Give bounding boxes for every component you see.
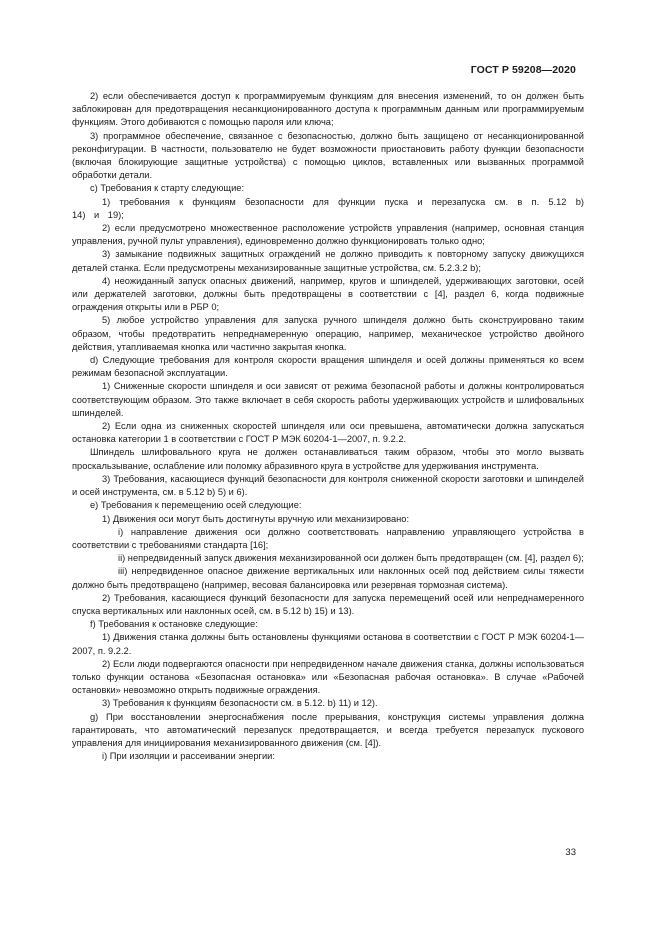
- paragraph: 5) любое устройство управления для запуска ручного шпинделя должно быть сконструировано таким образом, чтобы предотвратить непреднамеренную операцию, например, механическое устройство двойного действия, утапливаемая кнопка или частично закрытая кнопка.: [72, 315, 584, 352]
- paragraph: ii) непредвиденный запуск движения механизированной оси должен быть предотвращен (см. [4], раздел 6);: [118, 553, 584, 564]
- paragraph: 2) Если одна из сниженных скоростей шпинделя или оси превышена, автоматически должна запускаться остановка категории 1 в соответствии с ГОСТ Р МЭК 60204-1—2007, п. 9.2.2.: [72, 421, 584, 445]
- paragraph: d) Следующие требования для контроля скорости вращения шпинделя и осей должны применяться ко всем режимам безопасной эксплуатации.: [72, 355, 584, 379]
- document-code-header: ГОСТ Р 59208—2020: [470, 64, 576, 76]
- paragraph: 3) Требования, касающиеся функций безопасности для контроля сниженной скорости заготовки и шпинделей и осей инструмента, см. в 5.12 b) 5) и 6).: [72, 473, 584, 498]
- paragraph: g) При восстановлении энергоснабжения после прерывания, конструкция системы управления должна гарантировать, что автоматический перезапуск предотвращается, и всегда требуется перезапуск пускового управления для инициирования механизированного движения (см. [4]).: [72, 711, 584, 748]
- document-body: [72, 90, 584, 763]
- paragraph: 3) замыкание подвижных защитных ограждений не должно приводить к повторному запуску движущихся деталей станка. Если предусмотрены механизированные защитные устройства, см. 5.2.3.2 b);: [72, 249, 584, 273]
- paragraph: i) При изоляции и рассеивании энергии:: [102, 751, 275, 762]
- paragraph: i) направление движения оси должно соответствовать направлению управляющего устройства в соответствии с требованиями стандарта [16];: [72, 526, 584, 550]
- paragraph: 2) Если люди подвергаются опасности при непредвиденном начале движения станка, должны использоваться только функции останова «Безопасная остановка» или «Безопасная рабочая остановка». В случае «Рабочей остановки» невозможно открыть подвижные ограждения.: [72, 658, 584, 696]
- paragraph: f) Требования к остановке следующие:: [90, 619, 258, 630]
- paragraph: 1) Движения станка должны быть остановлены функциями останова в соответствии с ГОСТ Р МЭК 60204-1—2007, п. 9.2.2.: [72, 632, 584, 656]
- paragraph: 3) программное обеспечение, связанное с безопасностью, должно быть защищено от несанкционированной реконфигурации. В частности, пользователю не будет возможности приостановить работу функции безопасности (включая блокирующие защитные устройства) с помощью циклов, вставленных или вызванных программой обработки детали.: [72, 130, 584, 181]
- paragraph: c) Требования к старту следующие:: [90, 183, 245, 194]
- paragraph: 2) если обеспечивается доступ к программируемым функциям для внесения изменений, то он должен быть заблокирован для предотвращения несанкционированного доступа к программным данным или программируемым функциям. Этого добиваются с помощью пароля или ключа;: [72, 91, 584, 128]
- paragraph: 3) Требования к функциям безопасности см. в 5.12. b) 11) и 12).: [102, 698, 378, 709]
- paragraph: 2) если предусмотрено множественное расположение устройств управления (например, основная станция управления, ручной пульт управления), единовременно должно функционировать только одно;: [72, 223, 584, 247]
- paragraph: 4) неожиданный запуск опасных движений, например, кругов и шпинделей, удерживающих заготовки, осей или держателей заготовки, должны быть предотвращены в соответствии с [4], раздел 6, когда подвижные ограждения открыты или в РБР 0;: [72, 275, 584, 313]
- paragraph: iii) непредвиденное опасное движение вертикальных или наклонных осей под действием силы тяжести должно быть предотвращено (например, весовая балансировка или резервная тормозная система).: [72, 566, 584, 590]
- paragraph: 1) требования к функциям безопасности для функции пуска и перезапуска см. в п. 5.12 b) 14) и 19);: [72, 196, 584, 220]
- paragraph: 2) Требования, касающиеся функций безопасности для запуска перемещений осей или непреднамеренного спуска вертикальных или наклонных осей, см. в 5.12 b) 15) и 13).: [72, 592, 584, 616]
- paragraph: 1) Сниженные скорости шпинделя и оси зависят от режима безопасной работы и должны контролироваться соответствующим образом. Это также включает в себя скорость работы удерживающих устройств и шлифовальных шпинделей.: [72, 381, 584, 418]
- paragraph: 1) Движения оси могут быть достигнуты вручную или механизировано:: [102, 513, 410, 524]
- paragraph: Шпиндель шлифовального круга не должен останавливаться таким образом, чтобы это могло вызвать проскальзывание, ослабление или поломку абразивного круга в устройстве для удерживания инструмента.: [72, 447, 584, 471]
- page-number: 33: [565, 847, 576, 858]
- paragraph: e) Требования к перемещению осей следующие:: [90, 500, 302, 511]
